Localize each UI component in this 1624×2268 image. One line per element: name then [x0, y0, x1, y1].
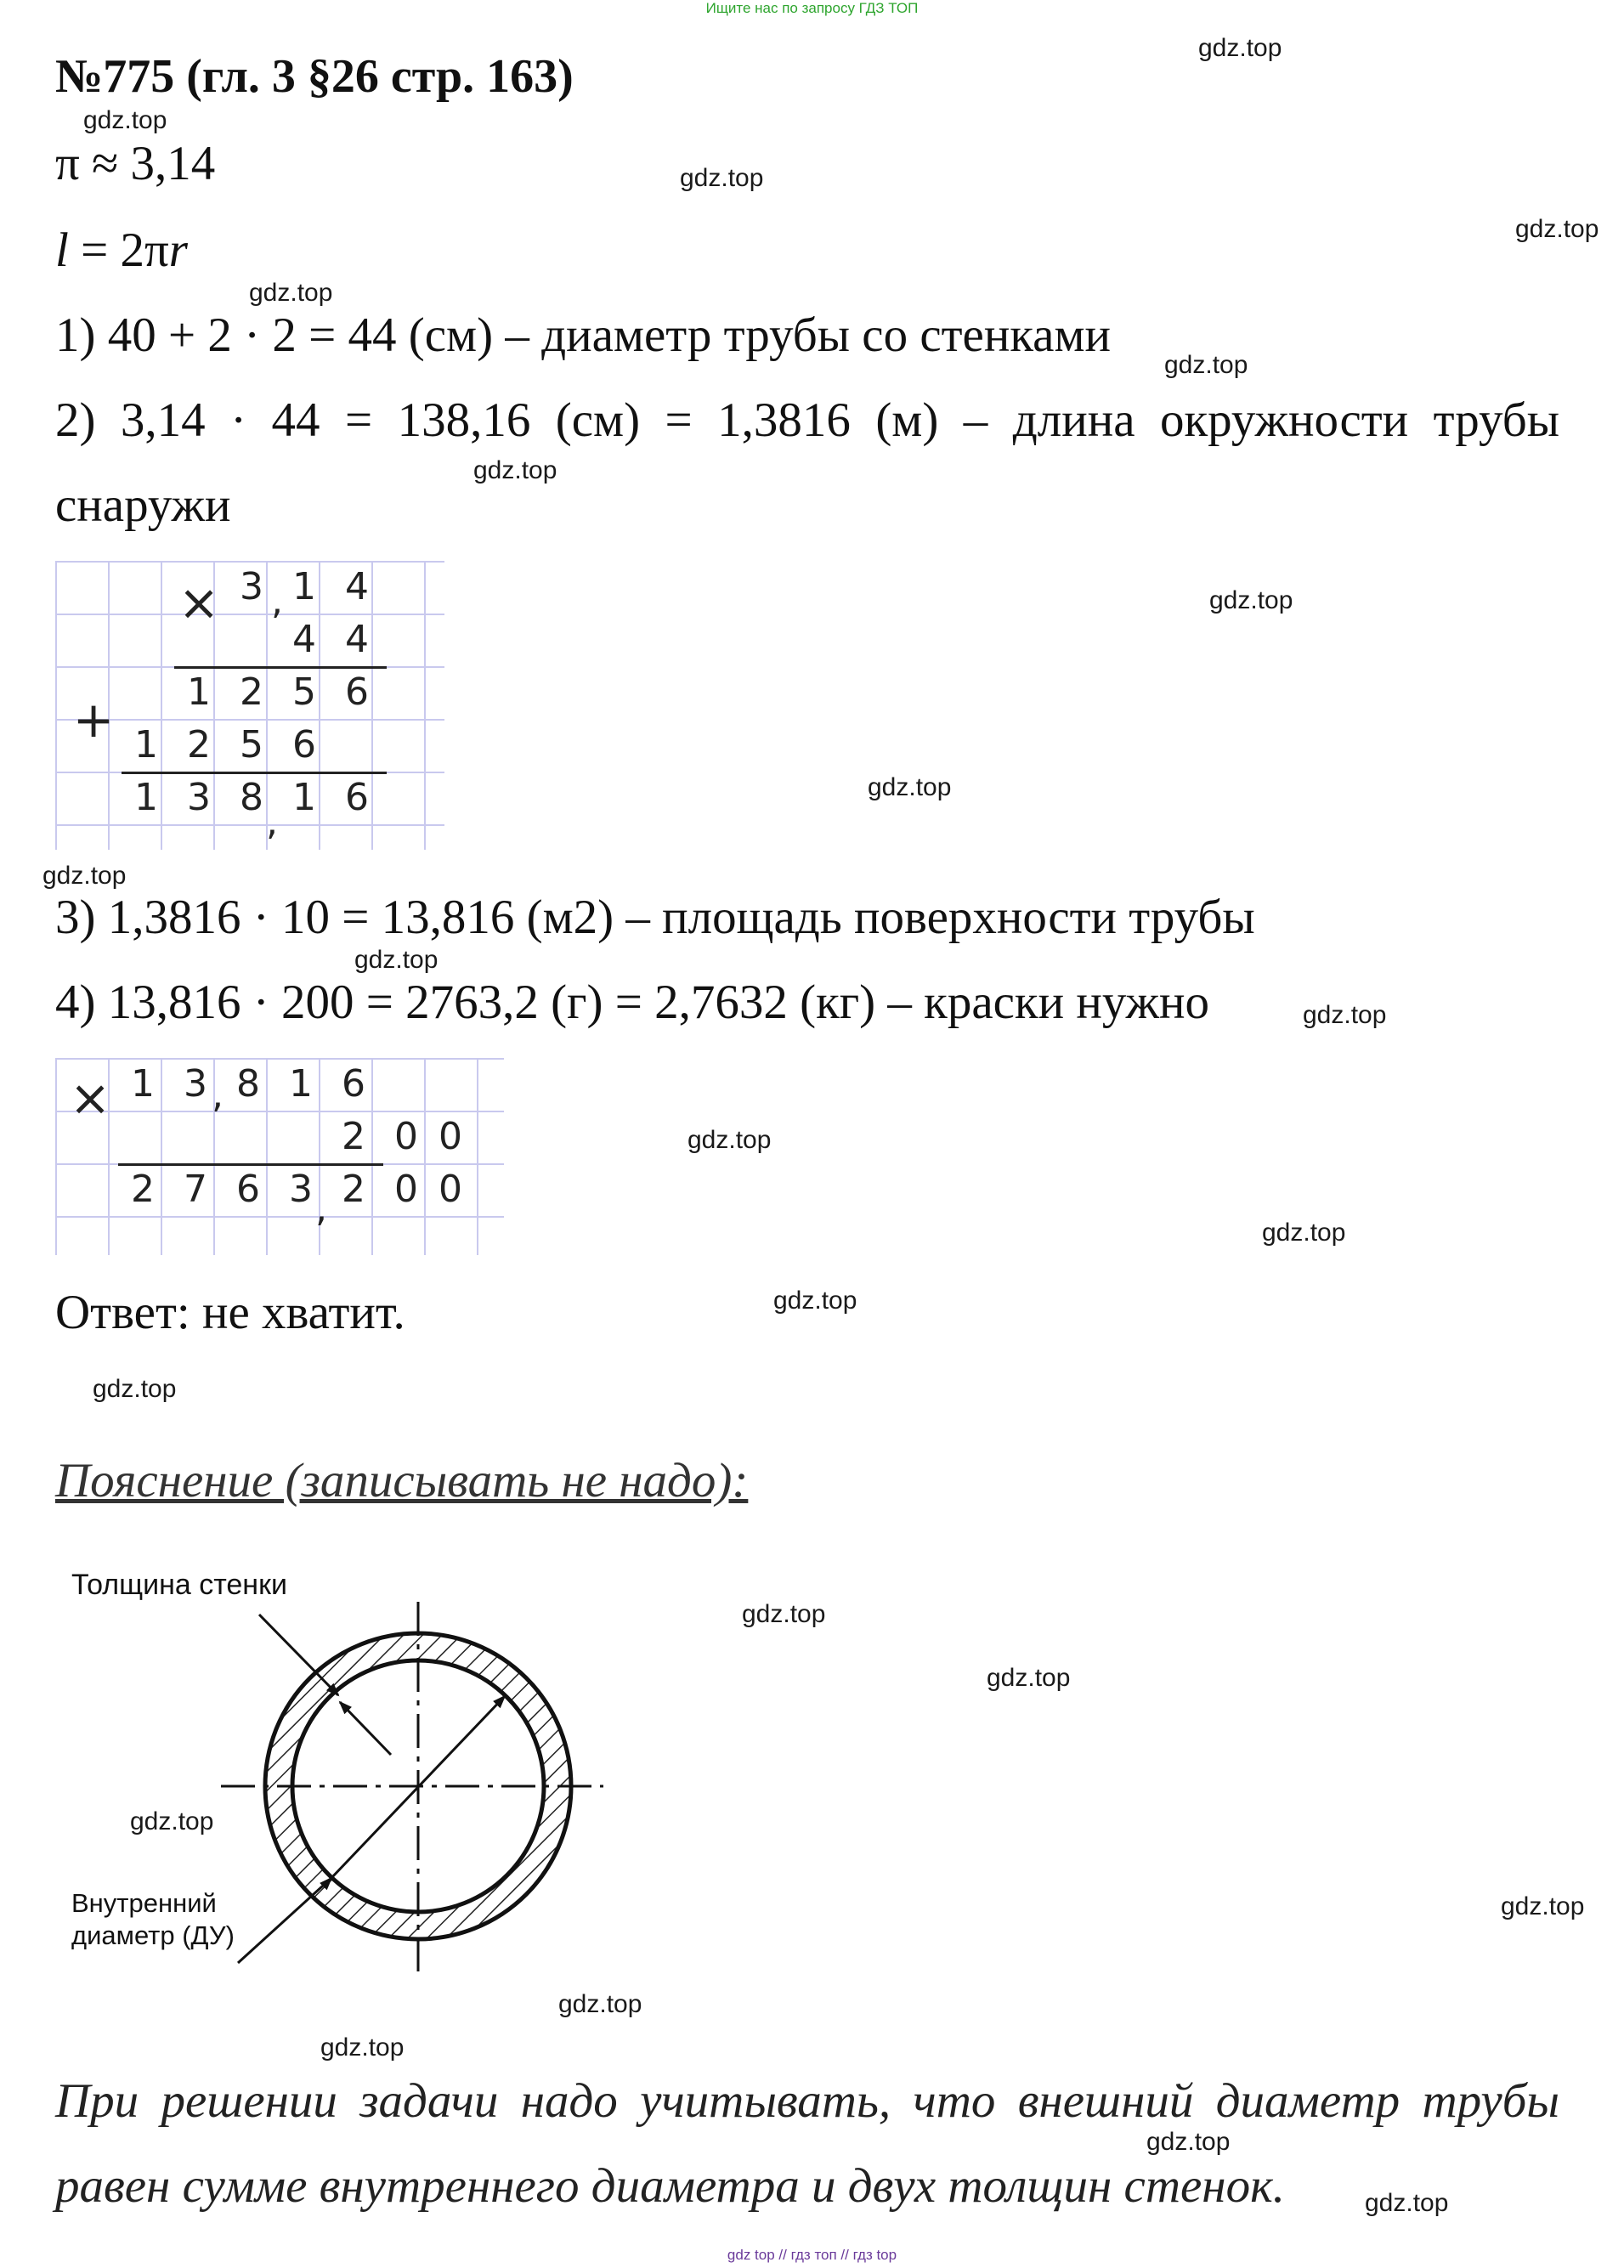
digit: 1 — [187, 670, 211, 714]
watermark: gdz.top — [1365, 2189, 1449, 2217]
digit: 3 — [240, 565, 263, 608]
digit: 4 — [345, 618, 369, 661]
comma: , — [266, 800, 278, 844]
watermark: gdz.top — [42, 862, 127, 890]
formula-rest: = 2π — [68, 223, 169, 277]
formula-l: l — [55, 223, 69, 277]
watermark: gdz.top — [130, 1807, 214, 1835]
watermark: gdz.top — [83, 106, 167, 134]
digit: 0 — [439, 1168, 462, 1211]
explanation-heading: Пояснение (записывать не надо): — [55, 1454, 749, 1507]
step-2-line-2: снаружи — [55, 478, 231, 532]
digit: 3 — [289, 1168, 313, 1211]
step-4: 4) 13,816 · 200 = 2763,2 (г) = 2,7632 (кг) – краски нужно — [55, 976, 1210, 1029]
digit: 6 — [345, 670, 369, 714]
watermark: gdz.top — [1303, 1001, 1387, 1029]
label-wall-thickness: Толщина стенки — [71, 1569, 287, 1601]
digit: 6 — [345, 776, 369, 819]
top-banner: Ищите нас по запросу ГДЗ ТОП — [705, 0, 919, 16]
step-2-line-1: 2) 3,14 · 44 = 138,16 (см) = 1,3816 (м) – длина окружности трубы — [55, 393, 1559, 447]
watermark: gdz.top — [1515, 215, 1599, 243]
label-inner-diameter-2: диаметр (ДУ) — [71, 1920, 235, 1950]
digit: 1 — [292, 776, 316, 819]
digit: 6 — [236, 1168, 260, 1211]
digit: 1 — [292, 565, 316, 608]
watermark: gdz.top — [688, 1126, 772, 1154]
watermark: gdz.top — [1164, 351, 1248, 379]
digit: 2 — [131, 1168, 155, 1211]
footer-banner: gdz top // гдз топ // гдз top — [727, 2247, 897, 2263]
watermark: gdz.top — [1198, 34, 1282, 62]
step-1: 1) 40 + 2 · 2 = 44 (см) – диаметр трубы со стенками — [55, 308, 1112, 362]
digit: 2 — [240, 670, 263, 714]
plus-sign: + — [72, 691, 115, 749]
digit: 5 — [240, 723, 263, 766]
comma: , — [315, 1187, 327, 1230]
digit: 2 — [342, 1115, 365, 1158]
mul-sign: × — [178, 574, 220, 631]
formula-line — [55, 223, 188, 278]
digit: 6 — [292, 723, 316, 766]
digit: 0 — [439, 1115, 462, 1158]
watermark: gdz.top — [473, 456, 557, 484]
digit: 2 — [342, 1168, 365, 1211]
step-3: 3) 1,3816 · 10 = 13,816 (м2) – площадь поверхности трубы — [55, 891, 1255, 944]
watermark: gdz.top — [1262, 1219, 1346, 1247]
wall-arrow-outer — [259, 1615, 338, 1695]
digit: 4 — [292, 618, 316, 661]
digit: 1 — [134, 776, 158, 819]
digit: 6 — [342, 1062, 365, 1106]
digit: 8 — [240, 776, 263, 819]
note-line-1: При решении задачи надо учитывать, что внешний диаметр трубы — [55, 2074, 1559, 2128]
watermark: gdz.top — [1209, 586, 1293, 614]
watermark: gdz.top — [320, 2033, 405, 2062]
digit: 7 — [184, 1168, 207, 1211]
digit: 0 — [394, 1168, 418, 1211]
watermark: gdz.top — [249, 279, 333, 307]
watermark: gdz.top — [1501, 1892, 1585, 1920]
inner-leader-line — [238, 1878, 331, 1963]
digit: 5 — [292, 670, 316, 714]
digit: 1 — [134, 723, 158, 766]
calc-grid-2 — [55, 1058, 504, 1255]
watermark: gdz.top — [1146, 2128, 1231, 2156]
watermark: gdz.top — [558, 1990, 642, 2018]
calc-grid-1 — [55, 561, 444, 850]
watermark: gdz.top — [868, 773, 952, 801]
formula-r: r — [168, 223, 188, 277]
note-line-2: равен сумме внутреннего диаметра и двух толщин стенок. — [55, 2159, 1285, 2213]
digit: 0 — [394, 1115, 418, 1158]
digit: 4 — [345, 565, 369, 608]
pipe-diagram — [51, 1564, 680, 1971]
comma: , — [212, 1073, 224, 1117]
page-title: №775 (гл. 3 §26 стр. 163) — [55, 50, 574, 103]
digit: 1 — [289, 1062, 313, 1106]
watermark: gdz.top — [987, 1664, 1071, 1692]
pi-line: π ≈ 3,14 — [55, 137, 216, 190]
watermark: gdz.top — [773, 1287, 857, 1315]
digit: 3 — [187, 776, 211, 819]
digit: 3 — [184, 1062, 207, 1106]
watermark: gdz.top — [742, 1600, 826, 1628]
comma: , — [271, 580, 283, 623]
watermark: gdz.top — [93, 1375, 177, 1403]
answer: Ответ: не хватит. — [55, 1286, 405, 1339]
watermark: gdz.top — [680, 164, 764, 192]
digit: 8 — [236, 1062, 260, 1106]
mul-sign: × — [69, 1069, 111, 1127]
digit: 2 — [187, 723, 211, 766]
label-inner-diameter-1: Внутренний — [71, 1888, 217, 1918]
digit: 1 — [131, 1062, 155, 1106]
watermark: gdz.top — [354, 946, 439, 974]
